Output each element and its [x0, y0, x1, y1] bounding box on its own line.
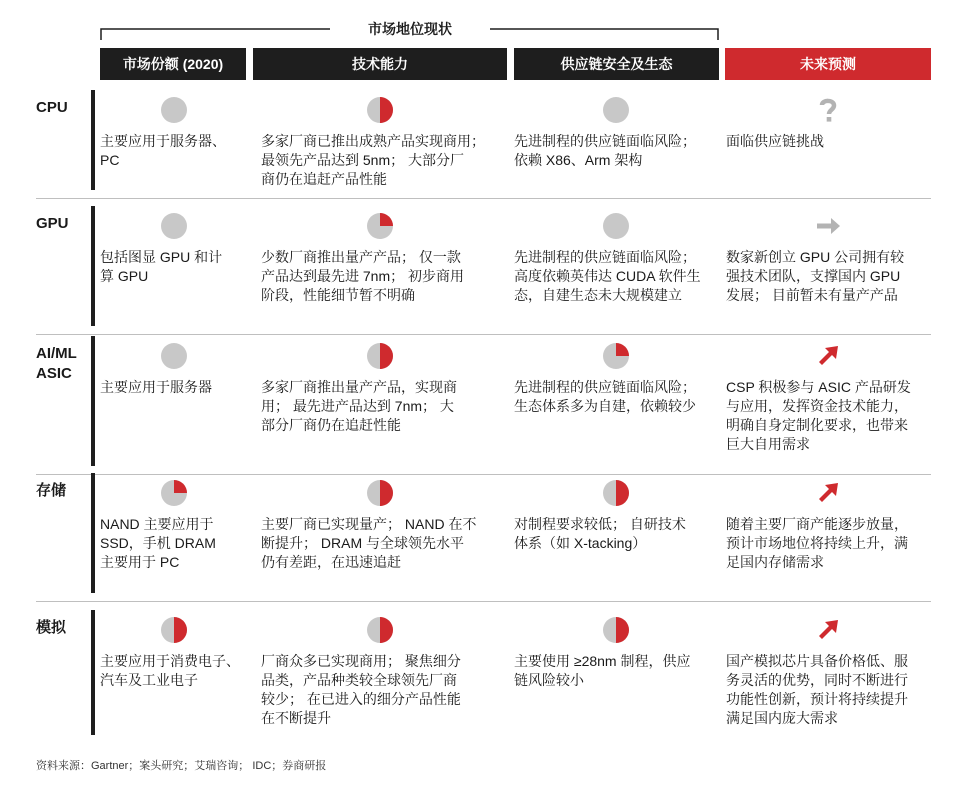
cell-cpu-supply-chain: [514, 132, 696, 170]
cell-ai-ml-asic-forecast: [726, 378, 911, 454]
cell-text-line: 预计市场地位将持续上升，满: [726, 535, 908, 551]
cell-text-line: 先进制程的供应链面临风险；: [514, 249, 696, 265]
row-label-storage: [36, 481, 66, 501]
cell-text-line: 阶段，性能细节暂不明确: [261, 287, 415, 303]
row-separator: [36, 474, 931, 475]
page-title: 市场地位现状: [330, 19, 490, 39]
half-pie-icon: [366, 616, 394, 644]
question-icon: [814, 96, 842, 124]
row-accent-bar: [91, 90, 95, 190]
row-label-line: ASIC: [36, 365, 72, 382]
cell-analog-supply-chain: [514, 652, 690, 690]
cell-analog-market-share: [100, 652, 240, 690]
cell-text-line: 明确自身定制化要求，也带来: [726, 417, 908, 433]
cell-text-line: 断提升； DRAM 与全球领先水平: [261, 535, 464, 551]
empty-circle-icon: [160, 342, 188, 370]
cell-text-line: 少数厂商推出量产产品； 仅一款: [261, 249, 461, 265]
cell-text-line: 用； 最先进产品达到 7nm； 大: [261, 398, 454, 414]
cell-gpu-tech-capability: [261, 248, 464, 305]
row-label-line: AI/ML: [36, 345, 77, 362]
row-label-ai-ml-asic: [36, 344, 77, 384]
empty-circle-icon: [602, 212, 630, 240]
empty-circle-icon: [602, 96, 630, 124]
column-header-tech-capability: 技术能力: [253, 48, 507, 80]
cell-text-line: 品类，产品种类较全球领先厂商: [261, 672, 457, 688]
cell-text-line: 厂商众多已实现商用； 聚焦细分: [261, 653, 461, 669]
half-pie-icon: [160, 616, 188, 644]
cell-text-line: 多家厂商推出量产产品，实现商: [261, 379, 457, 395]
empty-circle-icon: [160, 96, 188, 124]
cell-text-line: 多家厂商已推出成熟产品实现商用；: [261, 133, 485, 149]
cell-storage-supply-chain: [514, 515, 686, 553]
cell-analog-forecast: [726, 652, 908, 728]
cell-text-line: 先进制程的供应链面临风险；: [514, 133, 696, 149]
source-note: 资料来源：Gartner；案头研究；艾瑞咨询； IDC；券商研报: [36, 760, 327, 772]
row-accent-bar: [91, 336, 95, 466]
cell-text-line: 满足国内庞大需求: [726, 710, 838, 726]
cell-text-line: PC: [100, 152, 120, 168]
cell-text-line: 强技术团队，支撑国内 GPU: [726, 268, 901, 284]
row-label-line: 模拟: [36, 619, 67, 636]
cell-text-line: 包括图显 GPU 和计: [100, 249, 223, 265]
cell-gpu-supply-chain: [514, 248, 701, 305]
row-separator: [36, 198, 931, 199]
cell-gpu-market-share: [100, 248, 222, 286]
cell-text-line: 务灵活的优势，同时不断进行: [726, 672, 908, 688]
column-header-forecast: 未来预测: [725, 48, 931, 80]
column-header-supply-chain: 供应链安全及生态: [514, 48, 719, 80]
row-label-gpu: [36, 214, 69, 234]
cell-text-line: 商仍在追赶产品性能: [261, 171, 387, 187]
cell-text-line: 生态体系多为自建，依赖较少: [514, 398, 696, 414]
half-pie-icon: [602, 616, 630, 644]
cell-ai-ml-asic-supply-chain: [514, 378, 696, 416]
row-accent-bar: [91, 473, 95, 593]
arrow-up-right-icon: [814, 479, 842, 507]
cell-text-line: 功能性创新，预计将持续提升: [726, 691, 908, 707]
cell-text-line: 汽车及工业电子: [100, 672, 198, 688]
cell-text-line: 较少； 在已进入的细分产品性能: [261, 691, 461, 707]
cell-text-line: 主要用于 PC: [100, 554, 180, 570]
cell-text-line: 仍有差距，在迅速追赶: [261, 554, 401, 570]
row-separator: [36, 601, 931, 602]
cell-text-line: 算 GPU: [100, 268, 149, 284]
cell-cpu-market-share: [100, 132, 226, 170]
row-label-line: GPU: [36, 215, 69, 232]
row-label-cpu: [36, 98, 68, 118]
row-label-line: 存储: [36, 482, 67, 499]
arrow-right-icon: [814, 212, 842, 240]
cell-cpu-forecast: [726, 132, 824, 151]
cell-text-line: CSP 积极参与 ASIC 产品研发: [726, 379, 911, 395]
cell-text-line: 主要应用于服务器、: [100, 133, 226, 149]
cell-text-line: 足国内存储需求: [726, 554, 824, 570]
row-label-analog: [36, 618, 66, 638]
arrow-up-right-icon: [814, 342, 842, 370]
cell-text-line: 最领先产品达到 5nm； 大部分厂: [261, 152, 465, 168]
cell-text-line: 数家新创立 GPU 公司拥有较: [726, 249, 905, 265]
half-pie-icon: [602, 479, 630, 507]
arrow-up-right-icon: [814, 616, 842, 644]
cell-text-line: 主要应用于消费电子、: [100, 653, 240, 669]
cell-analog-tech-capability: [261, 652, 461, 728]
cell-text-line: 态，自建生态未大规模建立: [514, 287, 682, 303]
cell-text-line: 国产模拟芯片具备价格低、服: [726, 653, 908, 669]
quarter-pie-icon: [160, 479, 188, 507]
cell-ai-ml-asic-market-share: [100, 378, 212, 397]
cell-storage-forecast: [726, 515, 908, 572]
quarter-pie-icon: [366, 212, 394, 240]
cell-text-line: 先进制程的供应链面临风险；: [514, 379, 696, 395]
cell-text-line: 链风险较小: [514, 672, 584, 688]
cell-storage-tech-capability: [261, 515, 476, 572]
cell-gpu-forecast: [726, 248, 904, 305]
cell-text-line: 对制程要求较低； 自研技术: [514, 516, 686, 532]
half-pie-icon: [366, 96, 394, 124]
cell-text-line: 发展； 目前暂未有量产产品: [726, 287, 898, 303]
quarter-pie-icon: [602, 342, 630, 370]
cell-storage-market-share: [100, 515, 216, 572]
cell-text-line: 面临供应链挑战: [726, 133, 824, 149]
cell-text-line: 部分厂商仍在追赶性能: [261, 417, 401, 433]
cell-text-line: NAND 主要应用于: [100, 516, 214, 532]
cell-text-line: 主要厂商已实现量产； NAND 在不: [261, 516, 477, 532]
cell-text-line: 产品达到最先进 7nm； 初步商用: [261, 268, 465, 284]
cell-text-line: 主要应用于服务器: [100, 379, 212, 395]
cell-text-line: SSD，手机 DRAM: [100, 535, 216, 551]
half-pie-icon: [366, 479, 394, 507]
empty-circle-icon: [160, 212, 188, 240]
half-pie-icon: [366, 342, 394, 370]
cell-text-line: 体系（如 X-tacking）: [514, 535, 647, 551]
cell-text-line: 主要使用 ≥28nm 制程，供应: [514, 653, 691, 669]
row-label-line: CPU: [36, 99, 68, 116]
row-separator: [36, 334, 931, 335]
column-header-market-share: 市场份额 (2020): [100, 48, 246, 80]
row-accent-bar: [91, 206, 95, 326]
cell-cpu-tech-capability: [261, 132, 485, 189]
cell-text-line: 巨大自用需求: [726, 436, 810, 452]
cell-text-line: 依赖 X86、Arm 架构: [514, 152, 643, 168]
cell-ai-ml-asic-tech-capability: [261, 378, 457, 435]
cell-text-line: 随着主要厂商产能逐步放量，: [726, 516, 908, 532]
row-accent-bar: [91, 610, 95, 735]
cell-text-line: 高度依赖英伟达 CUDA 软件生: [514, 268, 701, 284]
cell-text-line: 与应用，发挥资金技术能力，: [726, 398, 908, 414]
cell-text-line: 在不断提升: [261, 710, 331, 726]
